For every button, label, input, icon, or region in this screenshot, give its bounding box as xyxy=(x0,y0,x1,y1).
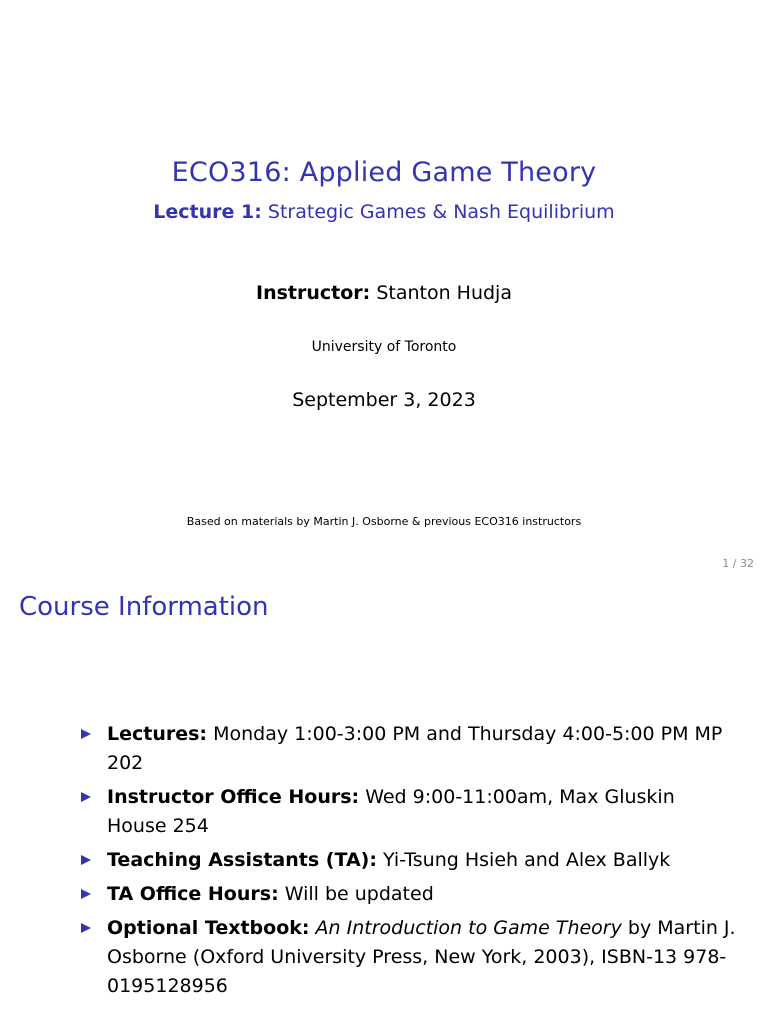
subtitle-text: Strategic Games & Nash Equilibrium xyxy=(267,201,615,223)
triangle-bullet-icon xyxy=(81,923,91,933)
credits-footnote: Based on materials by Martin J. Osborne & previous ECO316 instructors xyxy=(186,515,582,528)
institute: University of Toronto xyxy=(311,339,457,355)
item-label: Lectures: xyxy=(107,723,208,745)
item-text: by Martin J. Osborne (Oxford University Press, New York, 2003), ISBN-13 978-0195128956 xyxy=(107,917,736,997)
presentation-title: ECO316: Applied Game Theory xyxy=(171,157,597,188)
presentation-subtitle xyxy=(0,201,768,223)
page-number: 1 / 32 xyxy=(722,557,754,570)
presentation-date: September 3, 2023 xyxy=(292,389,476,411)
list-item xyxy=(80,720,740,778)
list-item xyxy=(80,914,740,1001)
list-item xyxy=(80,880,740,909)
item-label: Instructor Office Hours: xyxy=(107,786,360,808)
frame-title: Course Information xyxy=(19,592,269,622)
instructor-label: Instructor: xyxy=(256,282,371,304)
item-text: Monday 1:00-3:00 PM and Thursday 4:00-5:00 PM MP 202 xyxy=(107,723,723,774)
subtitle-lead: Lecture 1: xyxy=(153,201,262,223)
list-item xyxy=(80,846,740,875)
item-label: Teaching Assistants (TA): xyxy=(107,849,377,871)
item-text: Will be updated xyxy=(284,883,434,905)
triangle-bullet-icon xyxy=(81,855,91,865)
item-label: TA Office Hours: xyxy=(107,883,279,905)
triangle-bullet-icon xyxy=(81,792,91,802)
instructor-line xyxy=(0,282,768,304)
item-text: Wed 9:00-11:00am, Max Gluskin House 254 xyxy=(107,786,675,837)
item-label: Optional Textbook: xyxy=(107,917,310,939)
course-info-list xyxy=(80,720,740,1006)
textbook-title: An Introduction to Game Theory xyxy=(315,917,622,939)
list-item xyxy=(80,783,740,841)
triangle-bullet-icon xyxy=(81,729,91,739)
item-text: Yi-Tsung Hsieh and Alex Ballyk xyxy=(382,849,671,871)
instructor-name: Stanton Hudja xyxy=(376,282,512,304)
triangle-bullet-icon xyxy=(81,889,91,899)
course-information-slide xyxy=(0,576,768,1024)
